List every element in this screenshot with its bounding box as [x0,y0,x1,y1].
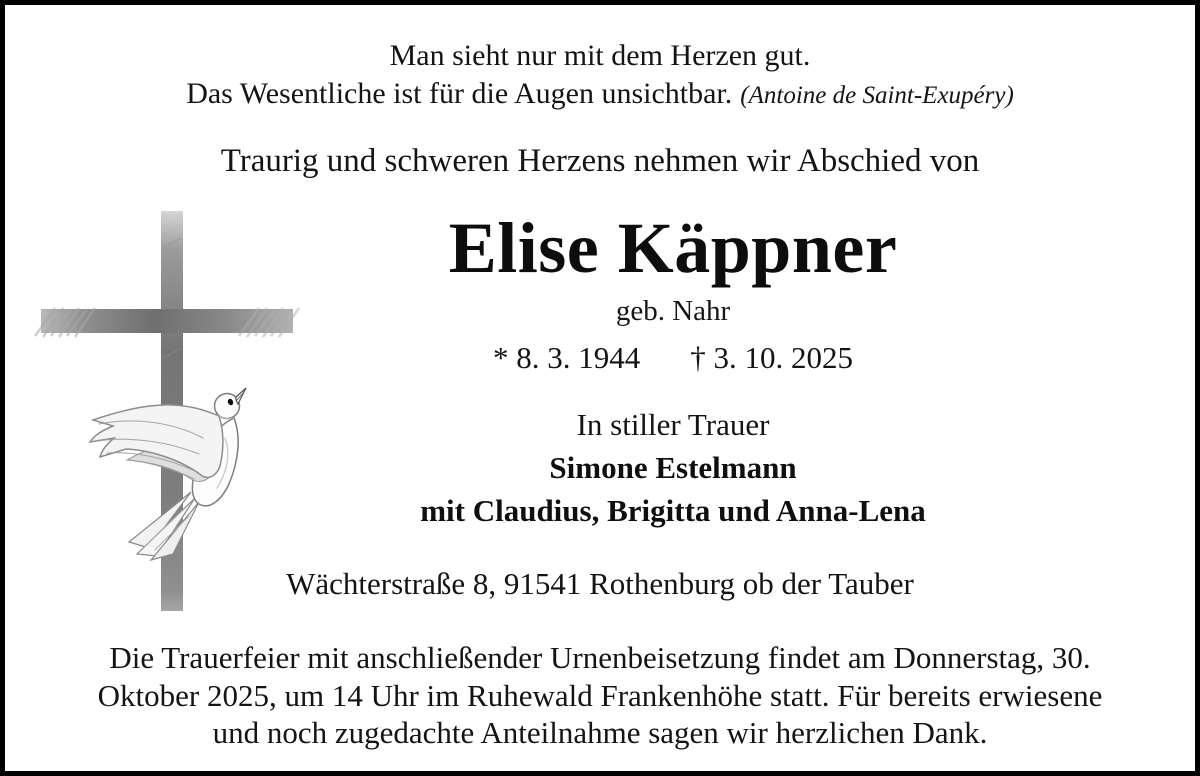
mourners-lead: In stiller Trauer [576,407,770,442]
life-dates [353,340,993,376]
birth-date: * 8. 3. 1944 [493,340,641,375]
mourners-block [353,403,993,532]
quote-line-2-text: Das Wesentliche ist für die Augen unsichtbar. [186,77,733,110]
mourner-name-line-1: Simone Estelmann [549,450,797,485]
quote-line-1: Man sieht nur mit dem Herzen gut. [389,39,811,72]
intro-line: Traurig und schweren Herzens nehmen wir Abschied von [220,143,980,179]
mourner-name-line-2: mit Claudius, Brigitta und Anna-Lena [420,493,926,528]
maiden-name: geb. Nahr [615,295,731,327]
death-date: † 3. 10. 2025 [690,340,853,375]
quote-line-2 [5,75,1195,115]
deceased-block [353,208,993,376]
quote-attribution: (Antoine de Saint-Exupéry) [740,82,1014,109]
address-line: Wächterstraße 8, 91541 Rothenburg ob der Tauber [286,566,914,601]
deceased-name: Elise Käppner [448,208,898,288]
funeral-details: Die Trauerfeier mit anschließender Urnenbeisetzung findet am Donnerstag, 30. Oktober 2025, um 14 Uhr im Ruhewald Frankenhöhe statt. Für bereits erwiesene und noch zugedachte Anteilnahme sagen wir herzlichen Dank. [97,640,1103,750]
quote-block [5,37,1195,115]
cross-and-dove-artwork [33,198,315,620]
